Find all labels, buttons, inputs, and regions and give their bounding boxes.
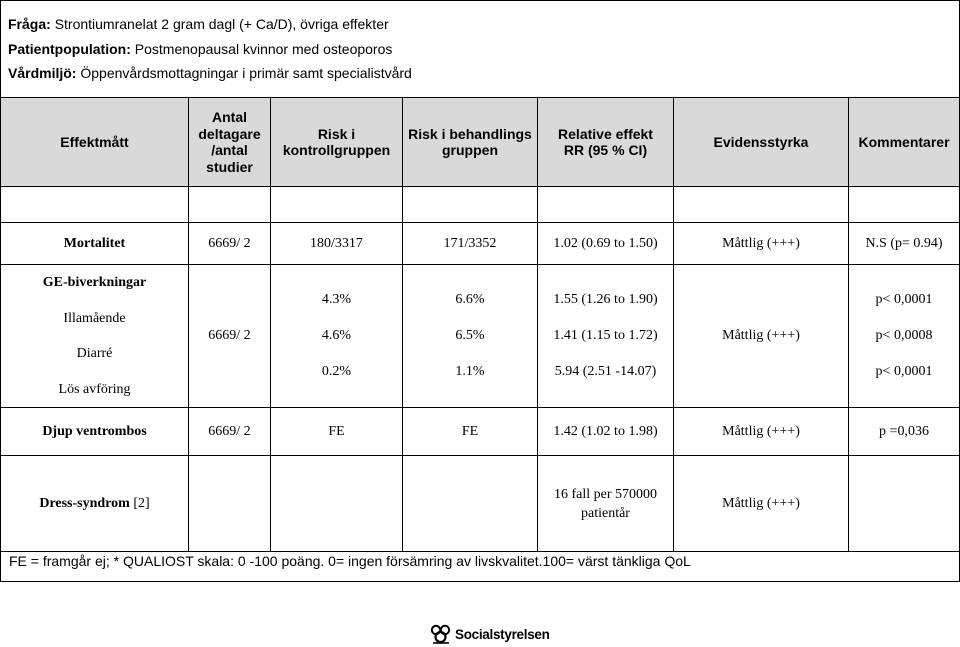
control-risk-cell	[271, 456, 403, 552]
sub-outcome: Lös avföring	[58, 381, 131, 397]
column-header: Evidensstyrka	[674, 98, 849, 187]
question-label: Fråga:	[8, 16, 51, 32]
setting-label: Vårdmiljö:	[8, 65, 77, 81]
participants-cell: 6669/ 2	[189, 223, 271, 265]
relative-effect-cell: 16 fall per 570000 patientår	[538, 456, 674, 552]
participants-cell: 6669/ 2	[189, 265, 271, 408]
comment-cell: p< 0,0001 p< 0,0008 p< 0,0001	[849, 265, 960, 408]
control-risk-cell: 180/3317	[271, 223, 403, 265]
table-row	[1, 408, 960, 456]
setting-value: Öppenvårdsmottagningar i primär samt specialistvård	[80, 65, 412, 81]
column-header: Risk i kontrollgruppen	[271, 98, 403, 187]
column-header: Risk i behandlings gruppen	[403, 98, 538, 187]
question-line	[8, 12, 412, 37]
population-value: Postmenopausal kvinnor med osteoporos	[134, 40, 393, 57]
outcome-heading: Dress-syndrom	[39, 495, 130, 511]
control-risk-cell: FE	[271, 408, 403, 456]
relative-effect-cell: 1.55 (1.26 to 1.90) 1.41 (1.15 to 1.72) 5.94 (2.51 -14.07)	[538, 265, 674, 408]
sub-outcome: Diarré	[76, 346, 113, 361]
participants-cell	[189, 456, 271, 552]
treatment-risk-cell: 171/3352	[403, 223, 538, 265]
control-risk-cell: 4.3% 4.6% 0.2%	[271, 265, 403, 408]
outcome-heading: GE-biverkningar	[42, 275, 147, 290]
evidence-cell: Måttlig (+++)	[674, 265, 849, 408]
comment-cell	[849, 456, 960, 552]
participants-cell: 6669/ 2	[189, 408, 271, 456]
relative-effect-cell: 1.42 (1.02 to 1.98)	[538, 408, 674, 456]
table-row	[1, 265, 960, 408]
outcome-cell	[1, 456, 189, 552]
evidence-cell: Måttlig (+++)	[674, 456, 849, 552]
spacer-row	[1, 187, 960, 223]
socialstyrelsen-logo	[430, 621, 550, 647]
column-header: Antal deltagare /antal studier	[189, 98, 271, 187]
table-row	[1, 223, 960, 265]
population-line	[8, 37, 412, 62]
question-header	[8, 12, 412, 86]
table-header-row	[1, 98, 960, 187]
column-header: Effektmått	[1, 98, 189, 187]
evidence-cell: Måttlig (+++)	[674, 223, 849, 265]
logo-text: Socialstyrelsen	[455, 626, 550, 642]
question-value: Strontiumranelat 2 gram dagl (+ Ca/D), övriga effekter	[54, 16, 389, 32]
treatment-risk-cell	[403, 456, 538, 552]
outcome-cell: Mortalitet	[1, 223, 189, 265]
evidence-cell: Måttlig (+++)	[674, 408, 849, 456]
reference-marker: [2]	[129, 495, 150, 511]
column-header: Relative effekt RR (95 % CI)	[538, 98, 674, 187]
column-header: Kommentarer	[849, 98, 960, 187]
evidence-table	[0, 97, 960, 552]
treatment-risk-cell: FE	[403, 408, 538, 456]
comment-cell: N.S (p= 0.94)	[849, 223, 960, 265]
outcome-cell	[1, 265, 189, 408]
outcome-cell: Djup ventrombos	[1, 408, 189, 456]
population-label: Patientpopulation:	[8, 40, 131, 57]
treatment-risk-cell: 6.6% 6.5% 1.1%	[403, 265, 538, 408]
footnote: FE = framgår ej; * QUALIOST skala: 0 -100 poäng. 0= ingen försämring av livskvalitet.100= värst tänkliga QoL	[9, 553, 691, 569]
comment-cell: p =0,036	[849, 408, 960, 456]
sub-outcome: Illamående	[63, 310, 126, 326]
table-row	[1, 456, 960, 552]
setting-line	[8, 61, 412, 86]
relative-effect-cell: 1.02 (0.69 to 1.50)	[538, 223, 674, 265]
socialstyrelsen-emblem-icon	[430, 624, 452, 644]
